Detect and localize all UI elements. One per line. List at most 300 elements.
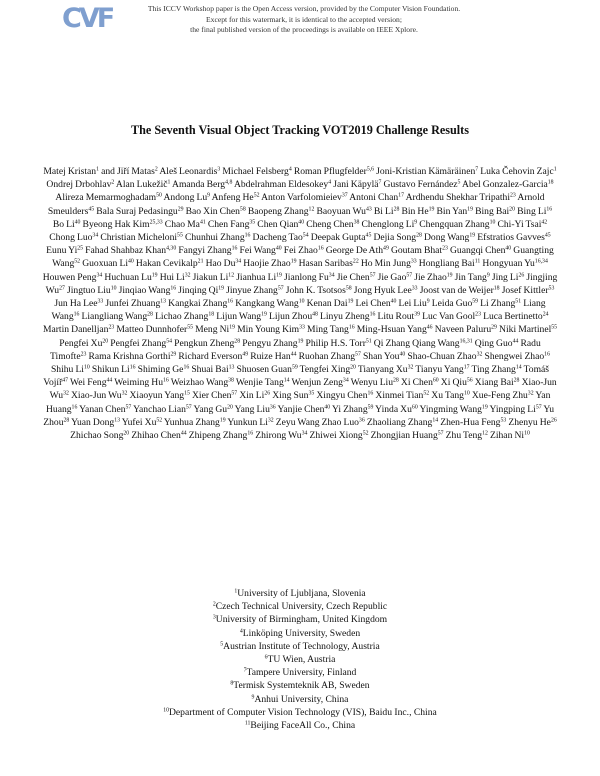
author [163,192,210,203]
author-name: Kenan Dai [306,298,348,310]
author-affiliation-mark: 32 [63,390,69,397]
author [171,377,234,388]
author-name: Baoyuan Wu [316,205,366,217]
author [70,430,129,441]
author [332,404,373,415]
author-affiliation-mark: 18 [493,285,500,292]
author-affiliation-mark: 16 [163,377,169,384]
author [309,430,368,441]
author-name: Jinqiao Wang [118,284,171,296]
author-name: Jong Hyuk Lee [353,284,412,296]
author-name: Tomáš Vojíř [43,364,550,389]
author-affiliation-mark: 20 [102,338,109,345]
author-name: Yunhua Zhang [163,416,220,428]
author-affiliation-mark: 34 [342,377,349,384]
author-name: Philip H.S. Torr [305,337,366,349]
author-affiliation-mark: 50 [156,192,162,199]
author [189,430,253,441]
author-affiliation-mark: 45 [544,232,551,239]
author-affiliation-mark: 27 [59,285,65,292]
author [261,192,348,203]
author-affiliation-mark: 44 [512,338,519,345]
author-affiliation-mark: 34 [96,272,103,279]
author [351,377,399,388]
author-affiliation-mark: 19 [469,232,476,239]
author-affiliation-mark: 40 [127,258,134,265]
author [83,219,163,230]
author-name: Zhirong Wu [255,430,302,442]
author-name: Joost van de Weijer [419,284,494,296]
author [337,272,376,283]
author-name: Fahad Shahbaz Khan [85,245,167,257]
author-name: Junfei Zhuang [105,298,161,310]
author [363,351,405,362]
author [475,206,515,217]
author-affiliation-mark: 28 [513,377,520,384]
author [399,298,430,309]
author-affiliation-mark: 17 [398,192,405,199]
author [185,232,250,243]
author-name: Luca Bertinetto [483,311,543,323]
author-name: Ho Min Jung [360,258,411,270]
author-name: Michael Felsberg [222,166,289,177]
affiliation-number: 9 [251,694,255,701]
author-name: Aleš Leonardis [159,166,218,177]
author-affiliation-mark: 34 [301,430,308,437]
author-affiliation-mark: 25,33 [149,219,163,226]
author [391,245,448,256]
author [114,377,169,388]
author [79,404,131,415]
affiliation [60,640,540,653]
author-name: Wenjun Zeng [291,377,343,389]
author-name: Yunkun Li [227,416,268,428]
author-affiliation-mark: 57 [185,404,192,411]
author-affiliation-mark: 19 [446,272,453,279]
author [85,245,176,256]
author-affiliation-mark: 29 [170,351,177,358]
affiliation-number: 1 [234,588,238,595]
author [419,219,495,230]
author-name: Xingyu Chen [316,390,368,402]
author [326,245,389,256]
author [306,338,372,349]
author-affiliation-mark: 16,34 [534,258,548,265]
author-name: Josef Kittler [501,284,549,296]
affiliation-name: Termisk Systemteknik AB, Sweden [233,680,370,692]
author-name: Jani Käpylä [333,179,379,191]
paper-title: The Seventh Visual Object Tracking VOT2019 Challenge Results [131,123,469,137]
author [420,285,500,296]
author [432,298,478,309]
author-name: Arnold Smeulders [47,192,545,217]
author-name: Radu Timofte [50,337,541,362]
author-name: Bao Xin Chen [185,205,240,217]
author-affiliation-mark: 26 [550,417,557,424]
author-affiliation-mark: 17 [463,364,470,371]
author-affiliation-mark: 55 [177,232,183,239]
author-name: George De Ath [325,245,384,257]
author-name: Litu Rout [377,311,415,323]
author-affiliation-mark: 48 [312,311,318,318]
author-name: Jianlong Fu [284,271,329,283]
author-name: Hongliang Bai [418,258,475,270]
author [49,232,98,243]
author-name: John K. Tsotsos [285,284,346,296]
author-name: Yanchao Lian [133,403,186,415]
author-name: Ming-Hsuan Yang [356,324,427,336]
author-name: Deepak Gupta [310,232,366,244]
author-affiliation-mark: 12 [482,430,488,437]
author-name: Lijun Wang [216,311,262,323]
author-affiliation-mark: 33 [97,298,104,305]
author-affiliation-mark: 40 [275,245,282,252]
author-name: Pengyu Zhang [242,337,298,349]
author [116,179,171,190]
author-affiliation-mark: 16 [348,324,355,331]
author-name: Hakan Cevikalp [135,258,198,270]
author-affiliation-mark: 57 [437,430,444,437]
author-name: Zhichao Song [70,430,124,442]
author [373,232,421,243]
author-affiliation-mark: 23 [108,324,115,331]
author [376,166,478,177]
author-affiliation-mark: 16 [544,351,550,358]
author-affiliation-mark: 59 [367,404,374,411]
author-name: Naveen Paluru [434,324,492,336]
author [502,285,555,296]
author-name: Haojie Zhao [243,258,291,270]
author-name: Chen Fang [207,218,250,230]
author-name: Yu Zhou [43,403,555,428]
author-name: Luka Čehovin Zajc [480,166,554,177]
author-affiliation-mark: 34 [92,232,99,239]
author [284,272,335,283]
author [320,311,375,322]
author [286,285,352,296]
author [168,298,233,309]
author-affiliation-mark: 1 [96,166,99,173]
author [71,417,120,428]
author-affiliation-mark: 7 [475,166,479,173]
author-name: Baopeng Zhang [247,205,309,217]
author [401,377,439,388]
author [492,272,524,283]
author [46,245,83,256]
author [441,377,473,388]
author-affiliation-mark: 10 [110,285,117,292]
author-name: Shikun Li [91,364,130,376]
author-affiliation-mark: 55 [187,324,193,331]
affiliation-name: Linköping University, Sweden [242,627,361,639]
author [186,206,246,217]
author-name: Zeyu Wang Zhao Luo [275,416,359,428]
affiliation [60,679,540,692]
author-name: Zihan Ni [489,430,525,442]
author-affiliation-mark: 19 [481,404,488,411]
affiliation [60,706,540,719]
author [89,351,177,362]
author [358,364,414,375]
author-affiliation-mark: 22 [352,258,359,265]
author-affiliation-mark: 10 [463,390,470,397]
author [384,179,461,190]
author-affiliation-mark: 33 [410,258,417,265]
author [477,232,550,243]
author [419,258,481,269]
author [101,166,158,177]
author-affiliation-mark: 40 [390,298,397,305]
affiliation-list [60,587,540,732]
author-affiliation-mark: 44 [180,430,187,437]
author [206,258,242,269]
author [472,390,534,401]
affiliation-name: University of Ljubljana, Slovenia [237,588,366,599]
author-name: Jie Chen [336,271,370,283]
author [178,351,248,362]
author [92,364,136,375]
author [172,179,232,190]
author-name: Shuai Bai [191,364,229,376]
author-affiliation-mark: 40 [324,404,331,411]
author-name: Kangkai Zhang [168,298,228,310]
author-name: Xu Tang [431,390,464,402]
author-name: Jinyue Zhang [226,284,278,296]
author-affiliation-mark: 20 [227,404,233,411]
author [480,166,556,177]
author-affiliation-mark: 19 [290,258,297,265]
author-name: Abdelrahman Eldesokey [233,179,329,191]
author [431,390,470,401]
author-name: Jin Tang [454,271,487,283]
author-name: Chi-Yi Tsai [497,218,542,230]
author-name: Zhen-Hua Feng [440,416,501,428]
author-name: Qing Guo [474,337,513,349]
author-affiliation-mark: 34 [328,272,335,279]
author-affiliation-mark: 16 [170,285,177,292]
author-affiliation-mark: 60 [411,404,418,411]
author [378,272,413,283]
author [489,404,541,415]
author-name: Fei Wang [239,245,276,257]
author-affiliation-mark: 16 [317,245,324,252]
author-affiliation-mark: 2 [111,179,115,186]
author [272,390,314,401]
author [51,364,90,375]
author-affiliation-mark: 9 [426,298,430,305]
affiliation-number: 11 [244,720,251,727]
author-name: Zhenyu He [508,416,551,428]
author-name: Guangting Wang [52,245,554,270]
author-affiliation-mark: 56 [466,377,473,384]
author-name: Qi Zhang Qiang Wang [373,337,460,349]
author [59,338,108,349]
author-name: Matteo Dunnhofer [116,324,188,336]
author-name: Lijun Zhou [268,311,313,323]
author [483,311,548,322]
author [234,179,331,190]
author-name: Pengfei Zhang [110,337,167,349]
author-affiliation-mark: 47 [62,377,69,384]
author [195,324,235,335]
author-name: Yingping Li [489,403,536,415]
author-name: Xiaoyun Yang [129,390,185,402]
author-affiliation-mark: 29 [177,206,184,213]
author-name: Anton Varfolomieiev [261,192,342,204]
author [475,338,519,349]
author-affiliation-mark: 16 [227,298,234,305]
author-name: Bing Li [517,205,547,217]
author-name: Antoni Chan [349,192,399,204]
author-affiliation-mark: 58 [239,206,246,213]
author-affiliation-mark: 32 [407,364,414,371]
author [414,272,452,283]
author-affiliation-mark: 46 [426,324,433,331]
author-name: and Jiří Matas [101,166,155,177]
author [407,351,482,362]
author-name: Ruize Han [250,350,291,362]
author-affiliation-mark: 54 [166,338,172,345]
author-affiliation-mark: 45 [88,206,95,213]
author [235,298,304,309]
author [422,311,481,322]
author [517,206,552,217]
author [222,166,291,177]
author-affiliation-mark: 19 [467,206,473,213]
author-name: Goutam Bhat [390,245,443,257]
author-name: Bala Suraj Pedasingu [96,205,178,217]
author-affiliation-mark: 4 [288,166,292,173]
author-name: Gustavo Fernández [383,179,458,191]
author-affiliation-mark: 59 [472,298,479,305]
author-name: Ondrej Drbohlav [46,179,112,191]
author-affiliation-mark: 52 [156,417,163,424]
author-name: Fei Zhao [283,245,318,257]
author-name: Fangyi Zhang [178,245,232,257]
author-affiliation-mark: 13 [160,298,167,305]
author-affiliation-mark: 10 [83,364,90,371]
author-name: Xi Qiu [440,377,467,389]
author [110,338,172,349]
author [82,311,153,322]
author [485,351,550,362]
author [497,219,547,230]
affiliation [60,653,540,666]
author-name: Shan You [362,350,400,362]
author-affiliation-mark: 20 [123,430,130,437]
author-affiliation-mark: 60 [432,377,439,384]
author-affiliation-mark: 32 [267,417,274,424]
affiliation-name: TU Wien, Austria [267,654,336,666]
author [349,192,404,203]
author-affiliation-mark: 10 [489,219,496,226]
author [450,245,511,256]
author-affiliation-mark: 38 [353,219,360,226]
author [55,192,161,203]
author [307,298,354,309]
author-list [42,165,558,442]
notice-line: the final published version of the proceedings is available on IEEE Xplore. [190,25,418,35]
author-name: Xi Chen [400,377,433,389]
author-affiliation-mark: 52 [74,258,81,265]
author [239,390,270,401]
author-name: Lei Chen [355,298,391,310]
author-affiliation-mark: 12 [228,272,235,279]
author-name: Yan Huang [45,390,551,415]
author-name: Linyu Zheng [320,311,370,323]
author-affiliation-mark: 7 [378,179,382,186]
author-affiliation-mark: 3 [217,166,221,173]
author-name: Shuosen Guan [236,364,292,376]
author-name: Chunhui Zhang [184,232,245,244]
author-name: Chengquan Zhang [419,218,490,230]
author-name: Dejia Song [373,232,417,244]
author-name: Pengkun Zheng [174,337,235,349]
author [415,364,469,375]
author-affiliation-mark: 23 [510,192,516,199]
author [235,404,276,415]
author [354,285,418,296]
author-name: Zhiwei Xiong [309,430,363,442]
author-affiliation-mark: 25 [77,245,84,252]
author [70,377,112,388]
author-affiliation-mark: 1 [553,166,557,173]
author-affiliation-mark: 19 [219,417,226,424]
author-affiliation-mark: 44 [290,351,297,358]
author-affiliation-mark: 2 [154,166,158,173]
author [311,232,372,243]
author [374,338,473,349]
author [105,298,166,309]
author-name: Hongyuan Yu [482,258,535,270]
author-affiliation-mark: 57 [355,351,361,358]
author [419,404,487,415]
affiliation-number: 6 [264,654,268,661]
author-name: Joni-Kristian Kämäräinen [376,166,476,177]
author [362,219,418,230]
author-affiliation-mark: 40 [74,219,81,226]
author [119,285,177,296]
author-name: Bin Yan [436,205,468,217]
author-affiliation-mark: 57 [406,272,413,279]
author [165,219,206,230]
author-name: Jingtuo Liu [67,284,111,296]
author [316,206,371,217]
author [462,179,554,190]
author [316,390,373,401]
author-name: Richard Everson [178,350,243,362]
author [371,430,444,441]
author [333,179,381,190]
author-affiliation-mark: 28 [234,338,241,345]
author [71,390,127,401]
author [236,377,290,388]
author-name: Kangkang Wang [235,298,299,310]
author-affiliation-mark: 53 [500,417,507,424]
author-affiliation-mark: 32 [184,272,191,279]
author-affiliation-mark: 15 [184,390,190,397]
author [299,258,359,269]
author-name: Dong Wang [423,232,470,244]
author-affiliation-mark: 13 [114,417,121,424]
author-affiliation-mark: 40 [505,245,512,252]
author-affiliation-mark: 4,8 [225,179,233,186]
author-affiliation-mark: 45 [365,232,372,239]
author-name: Amanda Berg [172,179,226,191]
author-name: Wei Feng [70,377,107,389]
author [508,417,556,428]
author-affiliation-mark: 16 [231,245,238,252]
